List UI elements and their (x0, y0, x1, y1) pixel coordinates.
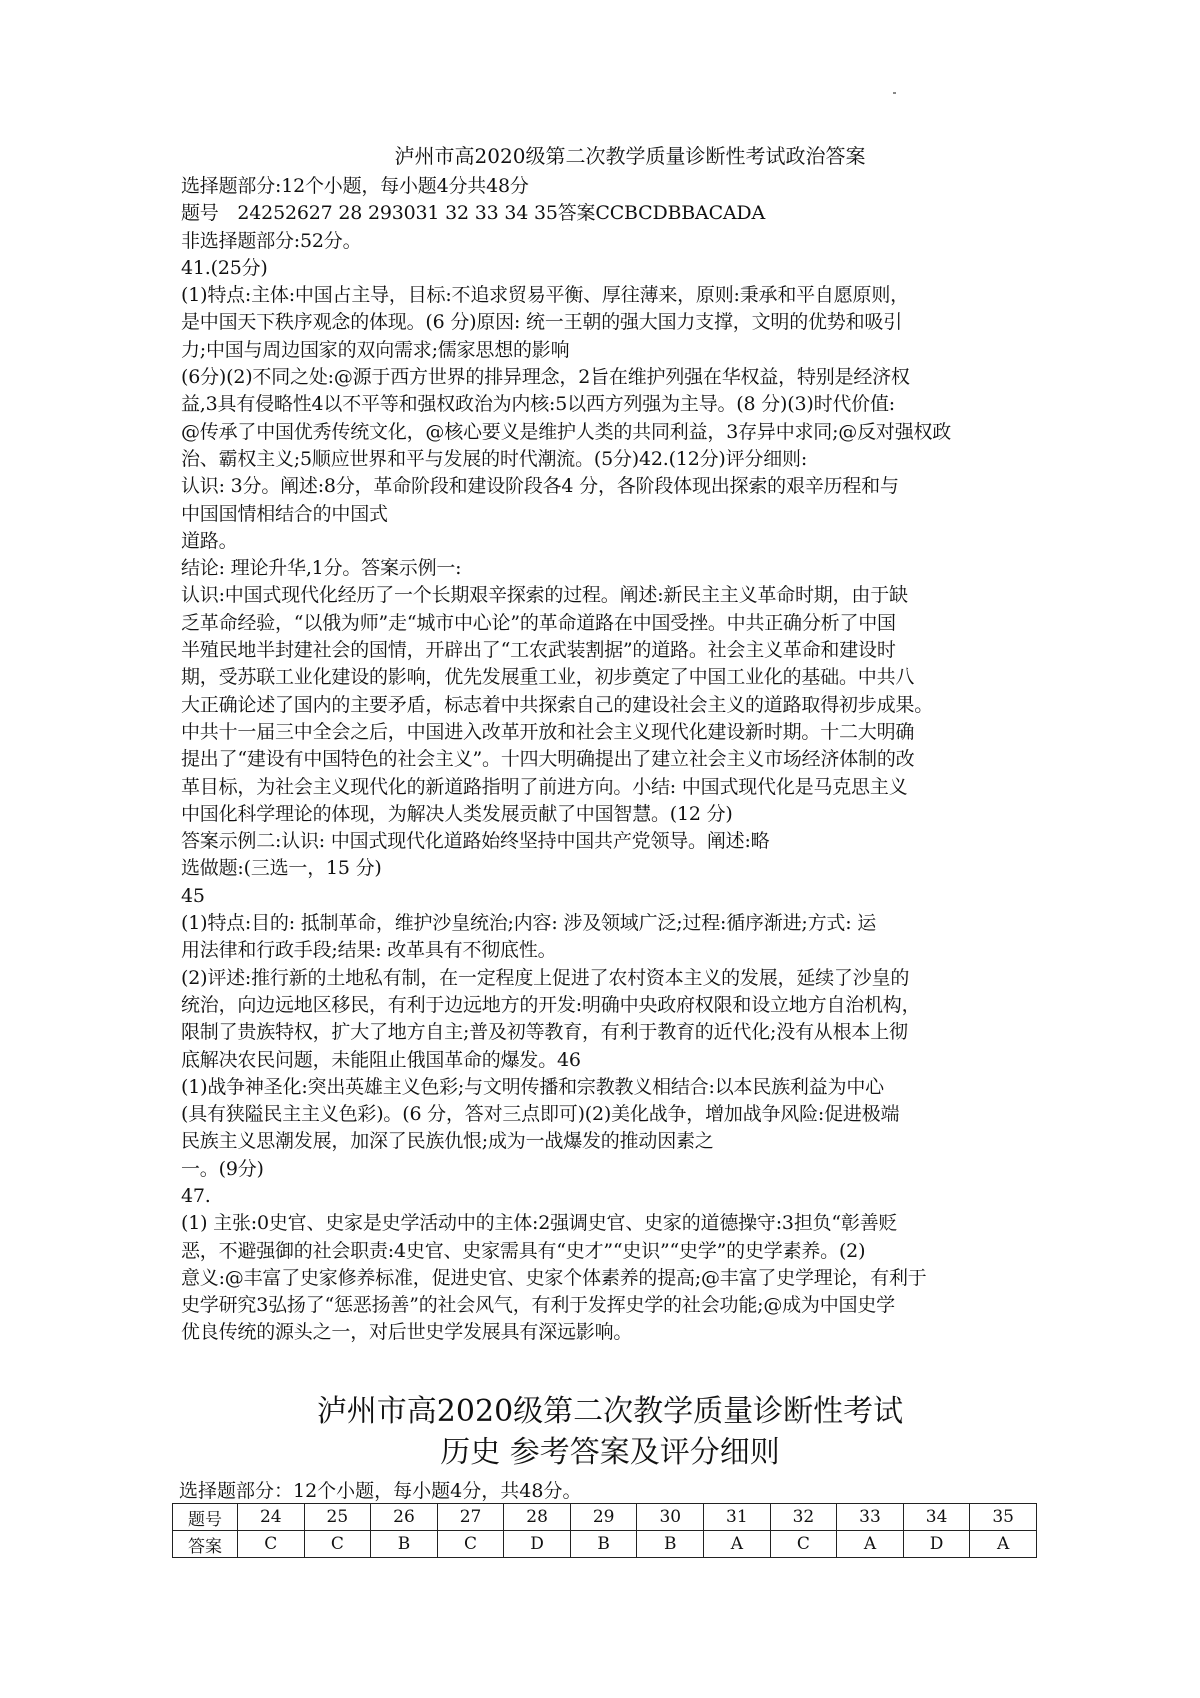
question-number-label: 题号 (173, 1504, 238, 1531)
question-number-cell: 25 (304, 1504, 371, 1531)
politics-answer-line: 优良传统的源头之一，对后世史学发展具有深远影响。 (181, 1321, 633, 1344)
answer-cell: A (837, 1531, 904, 1558)
politics-answer-line: (具有狭隘民主主义色彩)。(6 分，答对三点即可)(2)美化战争，增加战争风险:促进极端 (181, 1103, 900, 1126)
question-number-cell: 34 (903, 1504, 970, 1531)
politics-answer-line: 中国国情相结合的中国式 (181, 502, 388, 525)
answer-cell: B (570, 1531, 637, 1558)
politics-answer-line: 乏革命经验，“以俄为师”走“城市中心论”的革命道路在中国受挫。中共正确分析了中国 (181, 611, 896, 634)
politics-answer-line: 道路。 (181, 529, 238, 552)
history-answer-table (172, 1503, 1037, 1558)
politics-answer-line: 大正确论述了国内的主要矛盾，标志着中共探索自己的建设社会主义的道路取得初步成果。 (181, 693, 934, 716)
politics-answer-line: 中共十一届三中全会之后，中国进入改革开放和社会主义现代化建设新时期。十二大明确 (181, 720, 915, 743)
answer-cell: A (970, 1531, 1037, 1558)
politics-answer-line: 底解决农民问题，未能阻止俄国革命的爆发。46 (181, 1048, 581, 1071)
politics-answer-line: 益,3具有侵略性4以不平等和强权政治为内核:5以西方列强为主导。(8 分)(3)时代价值: (181, 393, 895, 416)
politics-answer-line: 45 (181, 884, 205, 907)
politics-answer-line: 革目标，为社会主义现代化的新道路指明了前进方向。小结: 中国式现代化是马克思主义 (181, 775, 908, 798)
politics-answer-line: 中国化科学理论的体现，为解决人类发展贡献了中国智慧。(12 分) (181, 802, 733, 825)
politics-answer-line: 答案示例二:认识: 中国式现代化道路始终坚持中国共产党领导。阐述:略 (181, 830, 770, 853)
politics-answer-line: 结论: 理论升华,1分。答案示例一: (181, 557, 462, 580)
politics-answer-body (181, 173, 1041, 1347)
politics-answer-line: 提出了“建设有中国特色的社会主义”。十四大明确提出了建立社会主义市场经济体制的改 (181, 748, 915, 771)
answer-cell: C (304, 1531, 371, 1558)
question-number-cell: 28 (504, 1504, 571, 1531)
question-number-cell: 26 (371, 1504, 438, 1531)
politics-answer-line: 意义:@丰富了史家修养标准，促进史官、史家个体素养的提高;@丰富了史学理论，有利于 (181, 1266, 927, 1289)
scan-speck (893, 92, 896, 94)
history-choice-intro: 选择题部分：12个小题，每小题4分，共48分。 (179, 1480, 582, 1502)
politics-answer-line: 是中国天下秩序观念的体现。(6 分)原因: 统一王朝的强大国力支撑，文明的优势和吸引 (181, 311, 902, 334)
question-number-row (173, 1504, 1037, 1531)
history-title-line2: 历史 参考答案及评分细则 (440, 1435, 780, 1470)
politics-answer-line: 选做题:(三选一，15 分) (181, 857, 382, 880)
question-number-cell: 31 (704, 1504, 771, 1531)
question-number-cell: 27 (437, 1504, 504, 1531)
politics-answer-line: 治、霸权主义;5顺应世界和平与发展的时代潮流。(5分)42.(12分)评分细则: (181, 447, 808, 470)
answer-label: 答案 (173, 1531, 238, 1558)
question-number-cell: 24 (238, 1504, 305, 1531)
politics-answer-line: (1) 主张:0史官、史家是史学活动中的主体:2强调史官、史家的道德操守:3担负“彰善贬 (181, 1212, 898, 1235)
answer-cell: C (437, 1531, 504, 1558)
politics-answer-line: (1)特点:主体:中国占主导，目标:不追求贸易平衡、厚往薄来，原则:秉承和平自愿原则， (181, 284, 909, 307)
politics-answer-line: 史学研究3弘扬了“惩恶扬善”的社会风气，有利于发挥史学的社会功能;@成为中国史学 (181, 1294, 895, 1317)
politics-answer-line: 47. (181, 1184, 211, 1207)
politics-answer-line: 民族主义思潮发展，加深了民族仇恨;成为一战爆发的推动因素之 (181, 1130, 714, 1153)
answer-cell: C (770, 1531, 837, 1558)
question-number-cell: 35 (970, 1504, 1037, 1531)
politics-answer-line: 题号 24252627 28 293031 32 33 34 35答案CCBCDBBACADA (181, 202, 765, 225)
history-title-line1: 泸州市高2020级第二次教学质量诊断性考试 (316, 1394, 904, 1429)
politics-answer-line: 41.(25分) (181, 256, 268, 279)
politics-answer-line: 统治，向边远地区移民，有利于边远地方的开发:明确中央政府权限和设立地方自治机构， (181, 993, 921, 1016)
politics-answer-line: 力;中国与周边国家的双向需求;儒家思想的影响 (181, 338, 570, 361)
question-number-cell: 32 (770, 1504, 837, 1531)
politics-answer-line: (1)战争神圣化:突出英雄主义色彩;与文明传播和宗教教义相结合:以本民族利益为中心 (181, 1075, 884, 1098)
politics-answer-line: 用法律和行政手段;结果: 改革具有不彻底性。 (181, 939, 557, 962)
answer-cell: B (637, 1531, 704, 1558)
politics-answer-line: 限制了贵族特权，扩大了地方自主;普及初等教育，有利于教育的近代化;没有从根本上彻 (181, 1021, 908, 1044)
politics-answer-line: 选择题部分:12个小题，每小题4分共48分 (181, 175, 529, 197)
politics-answer-line: 认识: 3分。阐述:8分，革命阶段和建设阶段各4 分，各阶段体现出探索的艰辛历程和与 (181, 475, 899, 498)
politics-answer-line: 非选择题部分:52分。 (181, 229, 362, 252)
politics-answer-line: @传承了中国优秀传统文化，@核心要义是维护人类的共同利益，3存异中求同;@反对强权政 (181, 420, 952, 443)
answer-cell: D (903, 1531, 970, 1558)
question-number-cell: 29 (570, 1504, 637, 1531)
answer-cell: D (504, 1531, 571, 1558)
answer-cell: B (371, 1531, 438, 1558)
politics-answer-line: 认识:中国式现代化经历了一个长期艰辛探索的过程。阐述:新民主主义革命时期，由于缺 (181, 584, 908, 607)
answer-cell: A (704, 1531, 771, 1558)
politics-answer-line: (6分)(2)不同之处:@源于西方世界的排异理念，2旨在维护列强在华权益，特别是经济权 (181, 366, 910, 389)
question-number-cell: 33 (837, 1504, 904, 1531)
politics-answer-line: 一。(9分) (181, 1157, 264, 1180)
question-number-cell: 30 (637, 1504, 704, 1531)
politics-answer-line: (2)评述:推行新的土地私有制，在一定程度上促进了农村资本主义的发展，延续了沙皇的 (181, 966, 910, 989)
politics-title: 泸州市高2020级第二次教学质量诊断性考试政治答案 (394, 144, 866, 168)
politics-answer-line: 期，受苏联工业化建设的影响，优先发展重工业，初步奠定了中国工业化的基础。中共八 (181, 666, 915, 689)
answer-cell: C (238, 1531, 305, 1558)
answer-row (173, 1531, 1037, 1558)
politics-answer-line: 恶，不避强御的社会职责:4史官、史家需具有“史才”“史识”“史学”的史学素养。(2) (181, 1239, 866, 1262)
politics-answer-line: (1)特点:目的: 抵制革命，维护沙皇统治;内容: 涉及领域广泛;过程:循序渐进;方式: 运 (181, 912, 877, 935)
politics-answer-line: 半殖民地半封建社会的国情，开辟出了“工农武装割据”的道路。社会主义革命和建设时 (181, 639, 896, 662)
